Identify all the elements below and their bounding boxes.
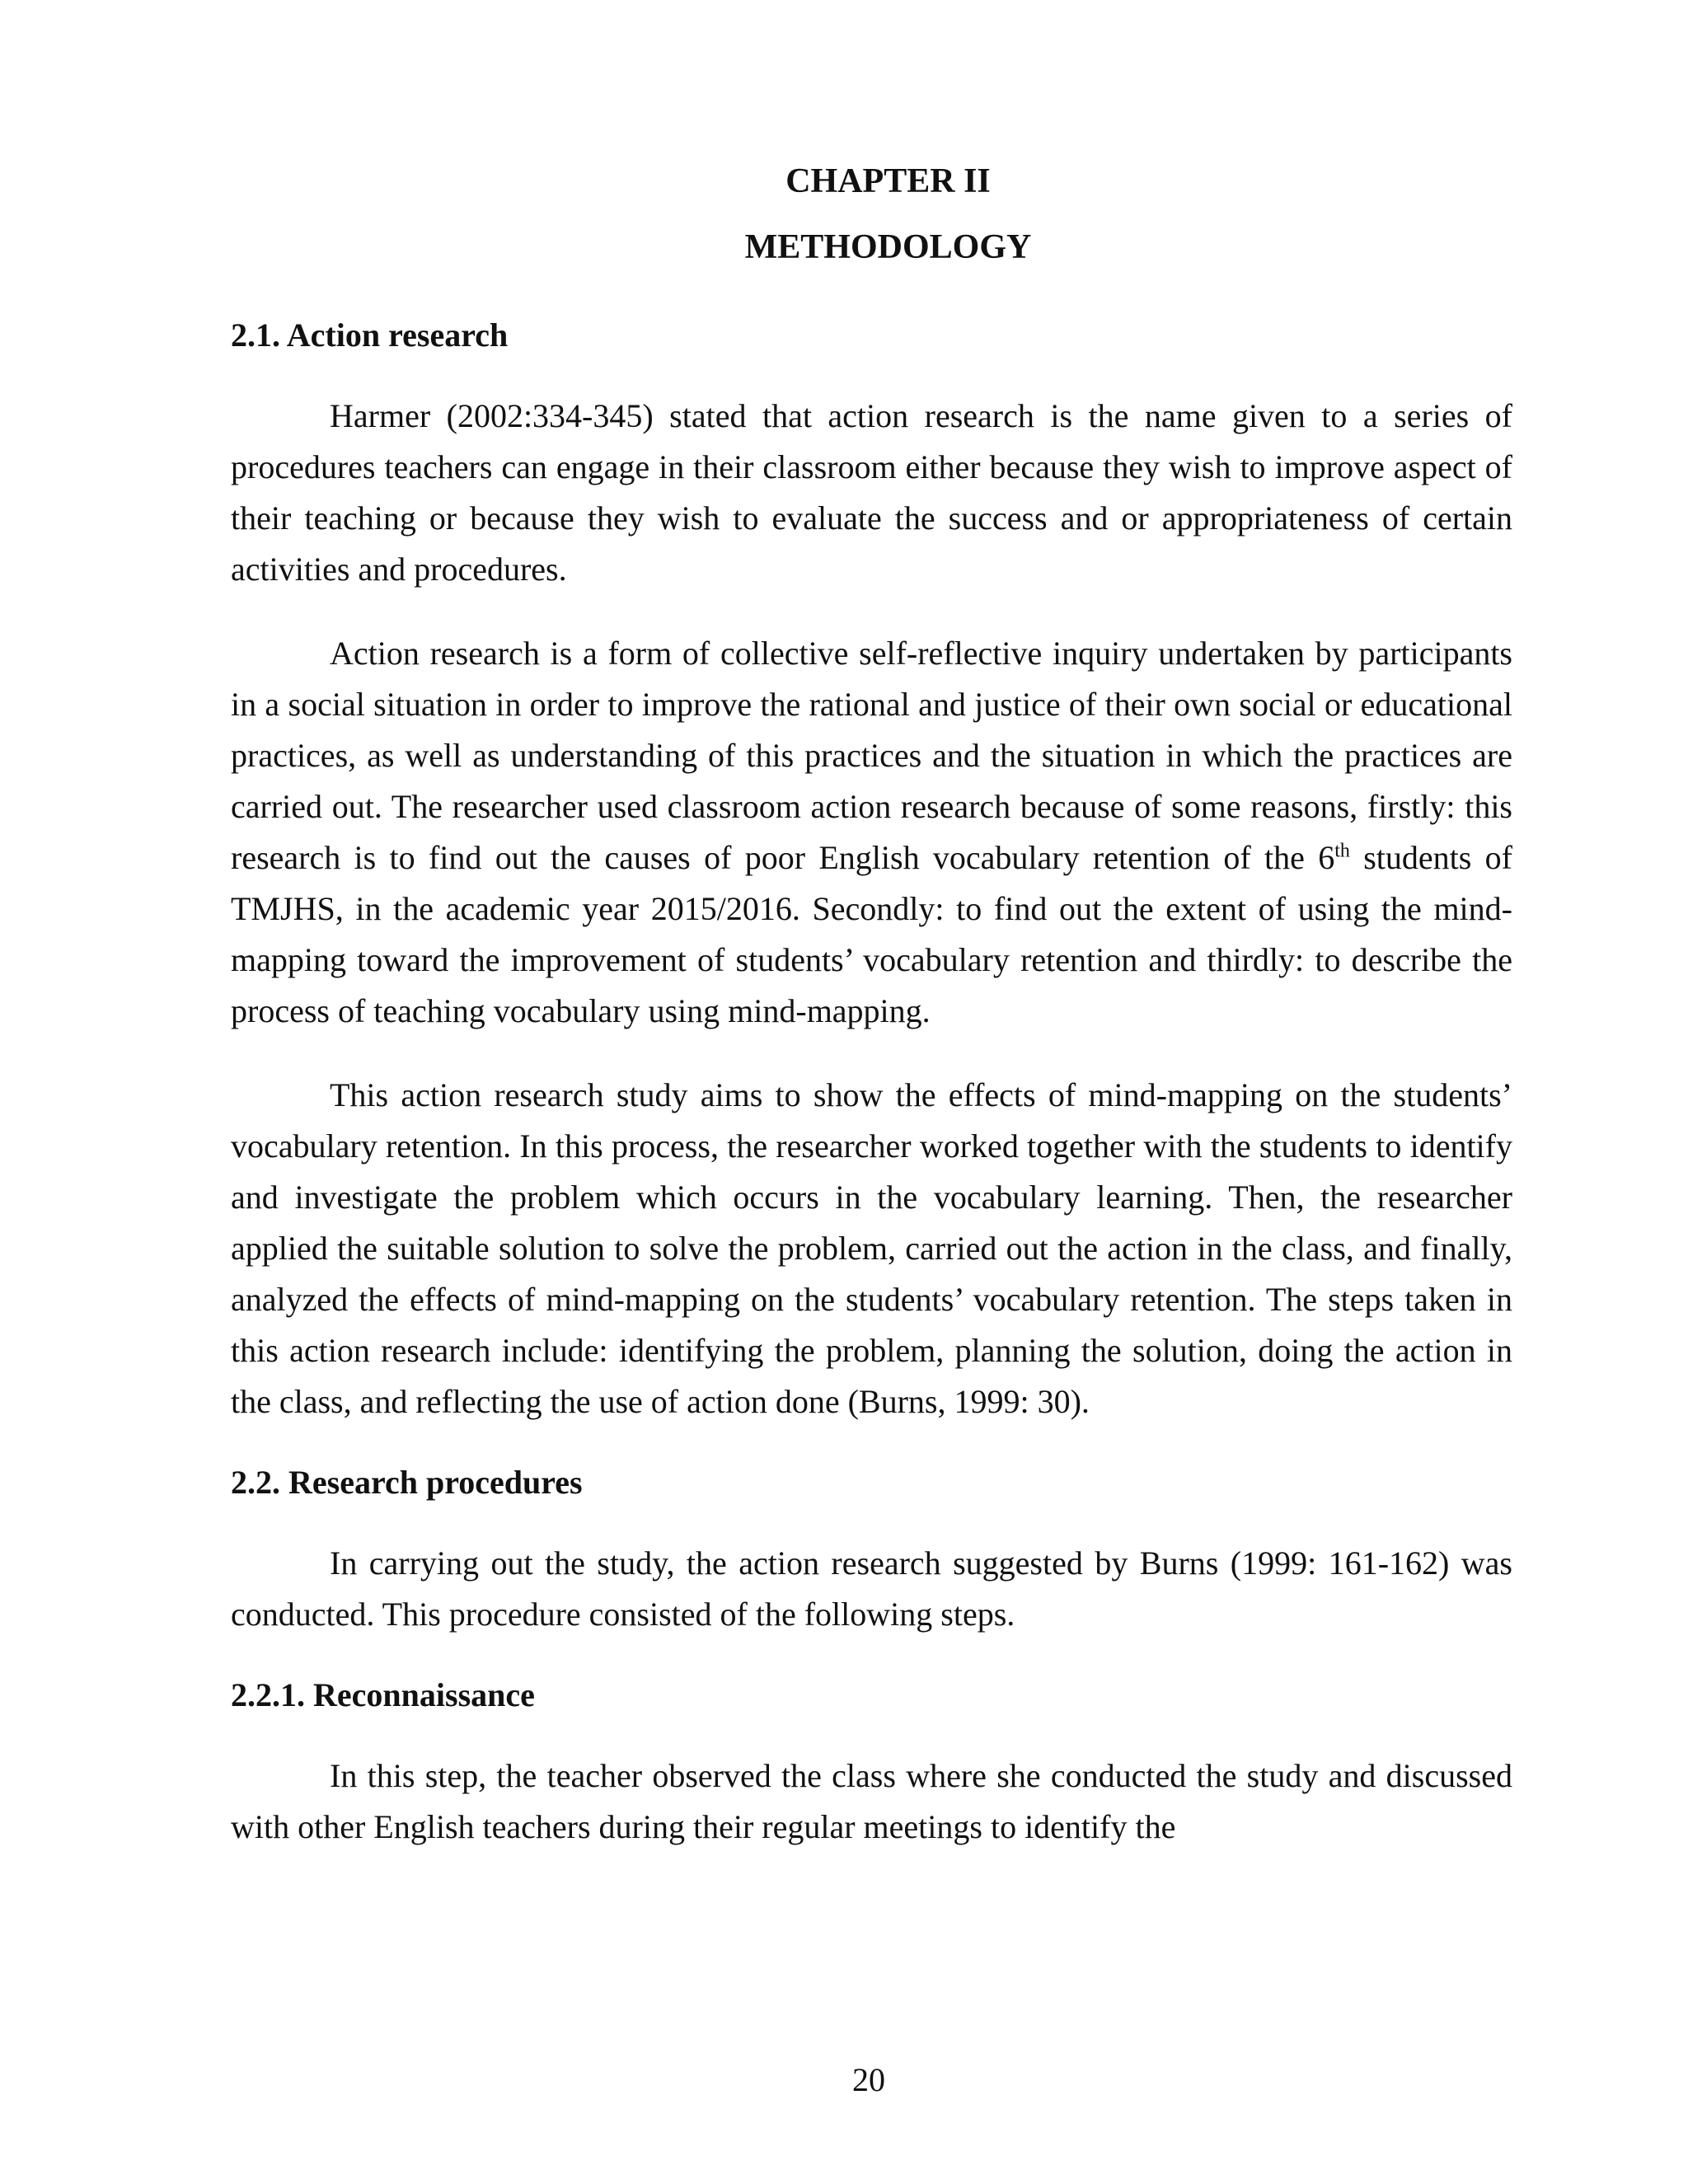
paragraph-action-research-definition <box>231 628 1512 1037</box>
paragraph-harmer: Harmer (2002:334-345) stated that action research is the name given to a series of procedures teachers can engage in their classroom either because they wish to improve aspect of their teaching or because they wish to evaluate the success and or appropriateness of certain activities and procedures. <box>231 397 1512 588</box>
paragraph-reconnaissance: In this step, the teacher observed the class where she conducted the study and discussed with other English teachers during their regular meetings to identify the <box>231 1757 1512 1845</box>
paragraph-study-aims: This action research study aims to show the effects of mind-mapping on the students’ vocabulary retention. In this process, the researcher worked together with the students to identify and investigate the problem which occurs in the vocabulary learning. Then, the researcher applied the suitable solution to solve the problem, carried out the action in the class, and finally, analyzed the effects of mind-mapping on the students’ vocabulary retention. The steps taken in this action research include: identifying the problem, planning the solution, doing the action in the class, and reflecting the use of action done (Burns, 1999: 30). <box>231 1076 1512 1420</box>
ordinal-superscript: th <box>1334 840 1350 862</box>
section-heading-2-2: 2.2. Research procedures <box>231 1464 583 1501</box>
paragraph-text-part2: students of TMJHS, in the academic year 2015/2016. Secondly: to find out the extent of using the mind-mapping toward the improvement of students’ vocabulary retention and thirdly: to describe the process of teaching vocabulary using mind-mapping. <box>231 839 1512 1029</box>
section-heading-2-2-1: 2.2.1. Reconnaissance <box>231 1676 535 1713</box>
chapter-title: METHODOLOGY <box>744 228 1032 266</box>
document-page <box>231 148 1512 1853</box>
section-heading-2-1: 2.1. Action research <box>231 316 509 354</box>
paragraph-procedures: In carrying out the study, the action research suggested by Burns (1999: 161-162) was conducted. This procedure consisted of the following steps. <box>231 1544 1512 1633</box>
page-number: 20 <box>852 2061 885 2098</box>
chapter-number: CHAPTER II <box>785 162 991 200</box>
paragraph-text-part1: Action research is a form of collective self-reflective inquiry undertaken by participants in a social situation in order to improve the rational and justice of their own social or educational practices, as well as understanding of this practices and the situation in which the practices are carried out. The researcher used classroom action research because of some reasons, firstly: this research is to find out the causes of poor English vocabulary retention of the 6 <box>231 635 1512 876</box>
